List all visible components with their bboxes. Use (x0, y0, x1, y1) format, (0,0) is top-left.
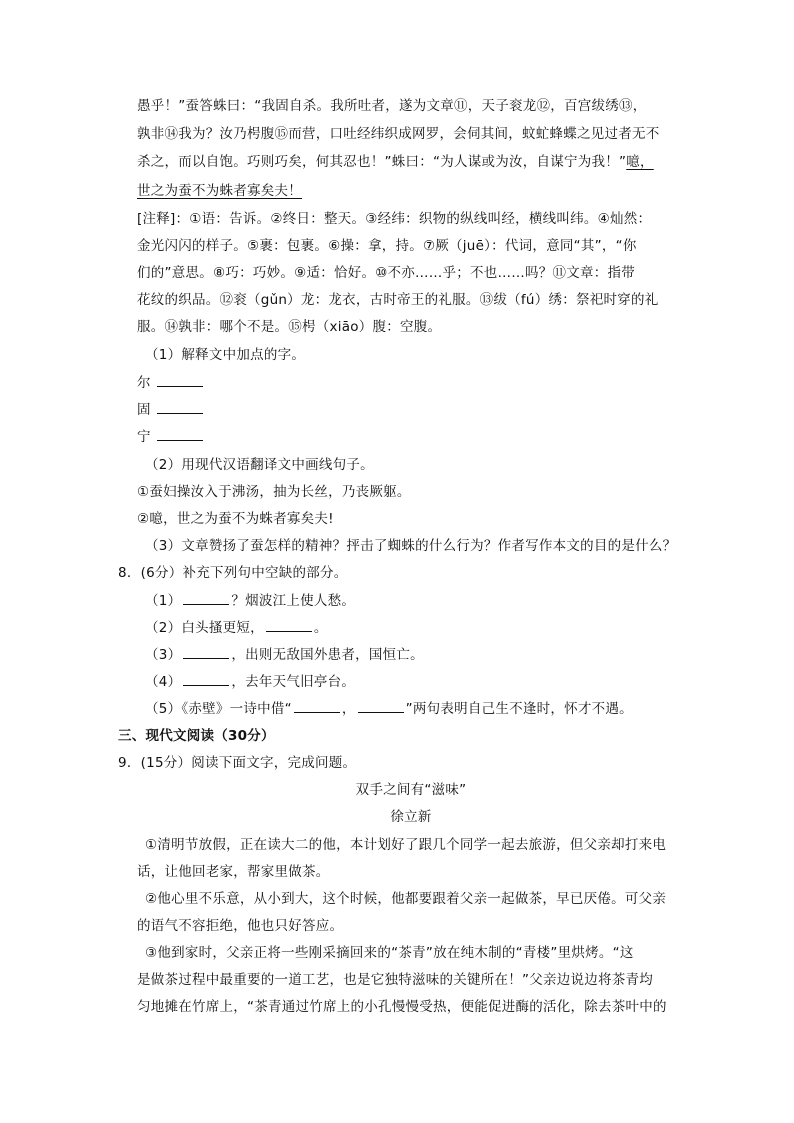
q7-sentence-1: ①蚕妇操汝入于沸汤，抽为长丝，乃丧厥躯。 (137, 484, 411, 500)
q9-heading: 9．(15分）阅读下面文字，完成问题。 (118, 755, 357, 771)
passage-line-4 (137, 182, 685, 200)
answer-blank[interactable] (157, 374, 203, 387)
notes-line-2: 金光闪闪的样子。⑤裹：包裹。⑥操：拿，持。⑦厥（juē）：代词，意同“其”，“你 (137, 238, 637, 254)
article-p3-line-1: ③他到家时，父亲正将一些刚采摘回来的“茶青”放在纯木制的“青楼”里烘烤。“这 (145, 945, 634, 961)
q8-item-2-text: （2）白头搔更短， (145, 620, 264, 636)
q8-item-3 (145, 646, 693, 664)
notes-line-3: 们的”意思。⑧巧：巧妙。⑨适：恰好。⑩不亦……乎；不也……吗？⑪文章：指带 (137, 265, 636, 281)
article-p2-line-2: 的语气不容拒绝，他也只好答应。 (137, 918, 344, 934)
q8-item-4-text: ，去年天气旧亭台。 (231, 674, 356, 690)
notes-line-1: [注释]：①语：告诉。②终日：整天。③经纬：织物的纵线叫经，横线叫纬。④灿然： (137, 211, 652, 227)
q8-item-5-end: ”两句表明自己生不逢时，怀才不遇。 (405, 701, 633, 717)
q7-sentence-2: ②噫，世之为蚕不为蛛者寡矣夫! (137, 511, 334, 527)
q7-part1-prompt: （1）解释文中加点的字。 (145, 347, 306, 363)
answer-blank[interactable] (266, 619, 312, 632)
q8-item-1 (145, 592, 693, 610)
q8-item-2 (145, 619, 693, 637)
answer-blank[interactable] (157, 428, 203, 441)
q8-item-5-text: （5）《赤壁》一诗中借“ (145, 701, 292, 717)
q7-word-1-char: 尔 (137, 375, 151, 391)
q7-word-2 (137, 401, 685, 419)
passage-line-1: 愚乎！”蚕答蛛曰：“我固自杀。我所吐者，遂为文章⑪，天子衮龙⑫，百宫绂绣⑬， (137, 98, 647, 114)
q7-part3-prompt: （3）文章赞扬了蚕怎样的精神？抨击了蜘蛛的什么行为？作者写作本文的目的是什么？ (145, 538, 677, 554)
answer-blank[interactable] (294, 700, 340, 713)
q8-item-3-num: （3） (145, 647, 182, 663)
q8-item-3-text: ，出则无敌国外患者，国恒亡。 (231, 647, 424, 663)
q7-word-3 (137, 428, 685, 446)
q7-word-1 (137, 374, 685, 392)
article-p3-line-2: 是做茶过程中最重要的一道工艺，也是它独特滋味的关键所在！”父亲边说边将茶青均 (137, 972, 653, 988)
q7-word-3-char: 宁 (137, 429, 151, 445)
answer-blank[interactable] (157, 401, 203, 414)
q8-item-5-comma: ， (341, 701, 356, 717)
underlined-sentence-start: 噫， (626, 154, 654, 170)
answer-blank[interactable] (183, 592, 229, 605)
q8-item-2-end: 。 (313, 620, 328, 636)
article-p1-line-1: ①清明节放假，正在读大二的他，本计划好了跟几个同学一起去旅游，但父亲却打来电 (145, 837, 667, 853)
q8-heading: 8．(6分）补充下列句中空缺的部分。 (118, 565, 348, 581)
q8-item-5 (145, 700, 693, 718)
article-author: 徐立新 (390, 809, 432, 825)
article-title: 双手之间有“滋味” (355, 782, 467, 798)
q8-item-1-num: （1） (145, 593, 182, 609)
passage-line-3 (137, 153, 685, 171)
q8-item-4-num: （4） (145, 674, 182, 690)
notes-line-5: 服。⑭孰非：哪个不是。⑮枵（xiāo）腹：空腹。 (137, 319, 442, 335)
section-heading: 三、现代文阅读（30分） (118, 728, 275, 744)
q7-word-2-char: 固 (137, 402, 151, 418)
answer-blank[interactable] (358, 700, 404, 713)
q7-part2-prompt: （2）用现代汉语翻译文中画线句子。 (145, 457, 374, 473)
answer-blank[interactable] (183, 673, 229, 686)
notes-line-4: 花纹的织品。⑫衮（gǔn）龙：龙衣，古时帝王的礼服。⑬绂（fú）绣：祭祀时穿的礼 (137, 292, 659, 308)
article-p1-line-2: 话，让他回老家，帮家里做茶。 (137, 864, 330, 880)
passage-line-3-text: 杀之，而以自饱。巧则巧矣，何其忍也！”蛛曰：“为人谋或为汝，自谋宁为我！” (137, 154, 627, 170)
article-p2-line-1: ②他心里不乐意，从小到大，这个时候，他都要跟着父亲一起做茶，早已厌倦。可父亲 (145, 891, 667, 907)
q8-item-1-text: ？烟波江上使人愁。 (231, 593, 356, 609)
article-p3-line-3: 匀地摊在竹席上，“茶青通过竹席上的小孔慢慢受热，便能促进酶的活化，除去茶叶中的 (137, 999, 667, 1015)
answer-blank[interactable] (183, 646, 229, 659)
underlined-sentence: 世之为蚕不为蛛者寡矣夫！ (137, 183, 302, 199)
q8-item-4 (145, 673, 693, 691)
passage-line-2: 孰非⑭我为？汝乃枵腹⑮而营，口吐经纬织成网罗，会伺其间，蚊虻蜂蝶之见过者无不 (137, 126, 660, 142)
